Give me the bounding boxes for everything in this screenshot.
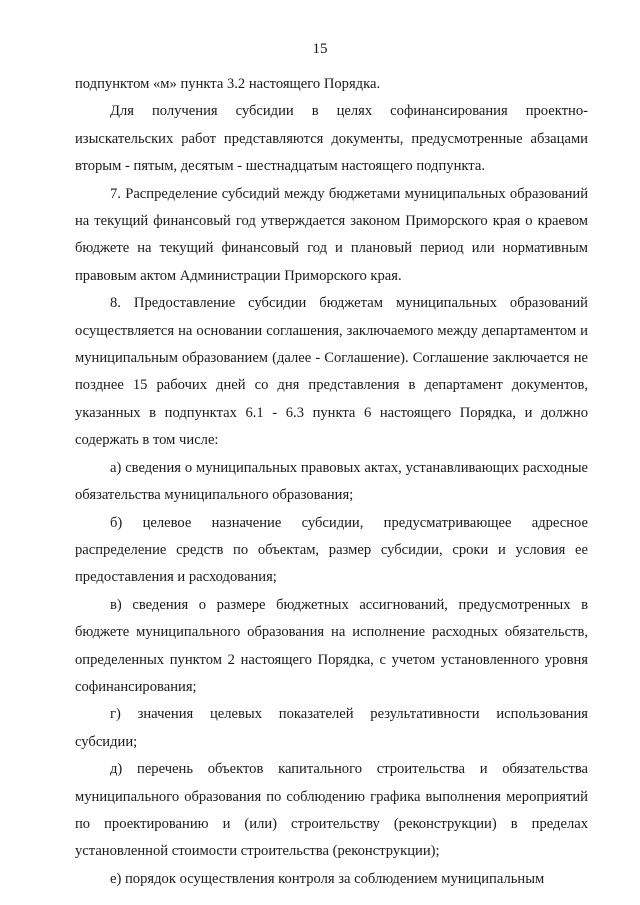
paragraph-item-8: 8. Предоставление субсидии бюджетам муниципальных образований осуществляется на основании соглашения, заключаемого между департаментом и муниципальным образованием (далее - Соглашение). Соглашение заключается не позднее 15 рабочих дней со дня представления в департамент документов, указанных в подпунктах 6.1 - 6.3 пункта 6 настоящего Порядка, и должно содержать в том числе: [75, 295, 588, 449]
paragraph-subitem-a: а) сведения о муниципальных правовых актах, устанавливающих расходные обязательства муниципального образования; [75, 459, 588, 504]
paragraph-subitem-d: д) перечень объектов капитального строительства и обязательства муниципального образования по соблюдению графика выполнения мероприятий по проектированию и (или) строительству (реконструкции) в пределах установленной стоимости строительства (реконструкции); [75, 761, 588, 860]
paragraph-subitem-v: в) сведения о размере бюджетных ассигнований, предусмотренных в бюджете муниципального образования на исполнение расходных обязательств, определенных пунктом 2 настоящего Порядка, с учетом установленного уровня софинансирования; [75, 596, 588, 695]
document-body [75, 71, 588, 893]
paragraph-subitem-e: е) порядок осуществления контроля за соблюдением муниципальным [110, 870, 545, 887]
paragraph-continuation: подпунктом «м» пункта 3.2 настоящего Порядка. [75, 76, 381, 92]
page-number: 15 [312, 41, 328, 57]
paragraph-item-7: 7. Распределение субсидий между бюджетами муниципальных образований на текущий финансовый год утверждается законом Приморского края о краевом бюджете на текущий финансовый год и плановый период или нормативным правовым актом Администрации Приморского края. [75, 185, 588, 284]
paragraph-subitem-g: г) значения целевых показателей результативности использования субсидии; [75, 706, 588, 750]
paragraph-design-survey-documents: Для получения субсидии в целях софинансирования проектно-изыскательских работ представляются документы, предусмотренные абзацами вторым - пятым, десятым - шестнадцатым настоящего подпункта. [75, 103, 588, 175]
paragraph-subitem-b: б) целевое назначение субсидии, предусматривающее адресное распределение средств по объектам, размер субсидии, сроки и условия ее предоставления и расходования; [75, 514, 588, 586]
